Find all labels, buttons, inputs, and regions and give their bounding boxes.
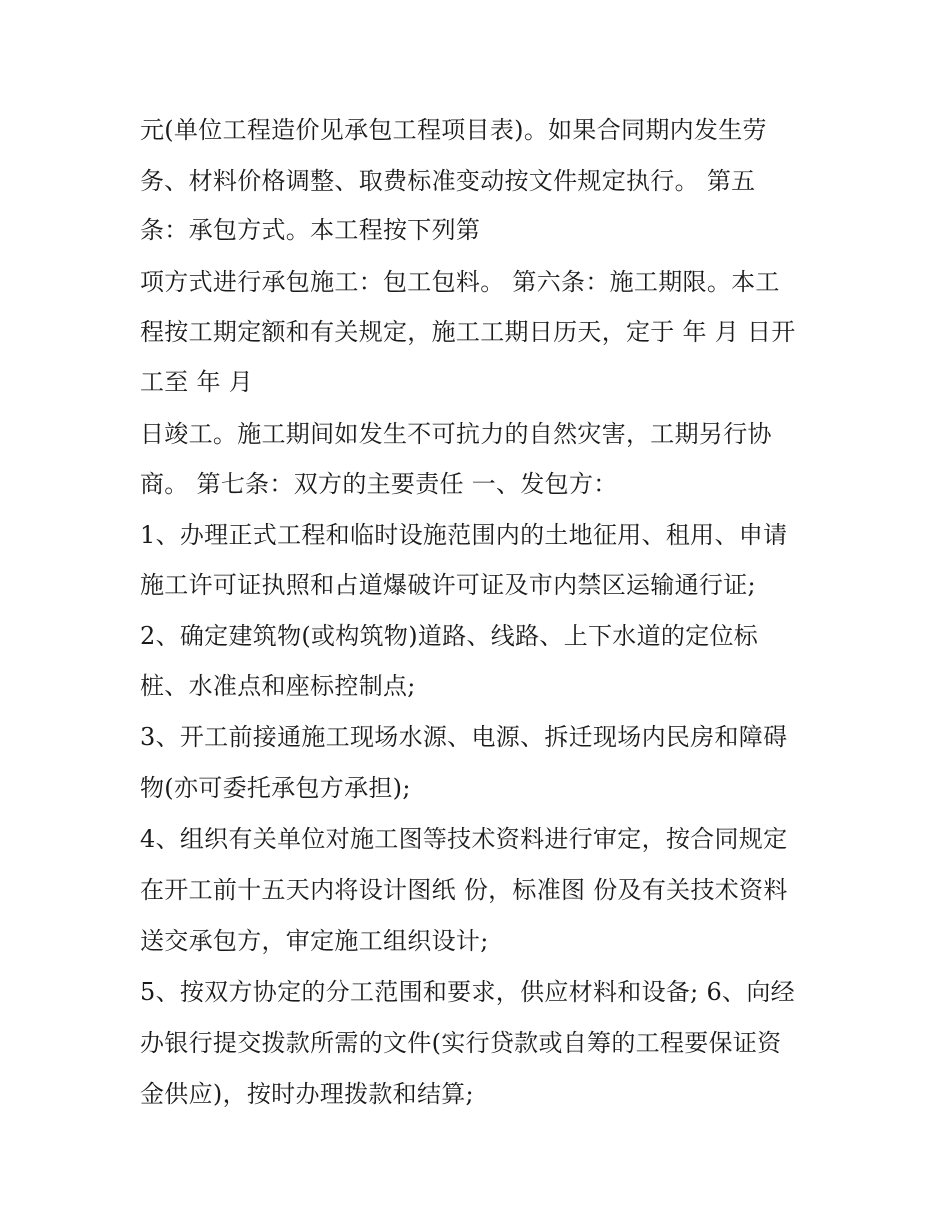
text-line: 日竣工。施工期间如发生不可抗力的自然灾害，工期另行协 — [140, 420, 772, 448]
text-line: 桩、水准点和座标控制点; — [140, 672, 416, 700]
text-line: 在开工前十五天内将设计图纸 份，标准图 份及有关技术资料 — [140, 876, 788, 904]
text-line: 施工许可证执照和占道爆破许可证及市内禁区运输通行证; — [140, 571, 756, 599]
text-line: 项方式进行承包施工：包工包料。 第六条：施工期限。本工 — [140, 268, 780, 296]
text-line: 办银行提交拨款所需的文件(实行贷款或自筹的工程要保证资 — [140, 1029, 782, 1057]
text-line: 3、开工前接通施工现场水源、电源、拆迁现场内民房和障碍 — [140, 723, 788, 751]
text-line: 金供应)，按时办理拨款和结算; — [140, 1080, 474, 1108]
text-line: 工至 年 月 — [140, 368, 254, 396]
text-line: 条：承包方式。本工程按下列第 — [140, 216, 481, 244]
text-line: 务、材料价格调整、取费标准变动按文件规定执行。 第五 — [140, 167, 756, 195]
text-line: 送交承包方，审定施工组织设计; — [140, 927, 489, 955]
text-line: 2、确定建筑物(或构筑物)道路、线路、上下水道的定位标 — [140, 622, 759, 650]
text-line: 程按工期定额和有关规定，施工工期日历天，定于 年 月 日开 — [140, 318, 796, 346]
text-line: 商。 第七条：双方的主要责任 一、发包方： — [140, 470, 618, 498]
text-line: 4、组织有关单位对施工图等技术资料进行审定，按合同规定 — [140, 825, 788, 853]
text-line: 1、办理正式工程和临时设施范围内的土地征用、租用、申请 — [140, 521, 788, 549]
text-line: 元(单位工程造价见承包工程项目表)。如果合同期内发生劳 — [140, 116, 767, 144]
text-line: 物(亦可委托承包方承担); — [140, 774, 411, 802]
text-line: 5、按双方协定的分工范围和要求，供应材料和设备; 6、向经 — [140, 978, 795, 1006]
